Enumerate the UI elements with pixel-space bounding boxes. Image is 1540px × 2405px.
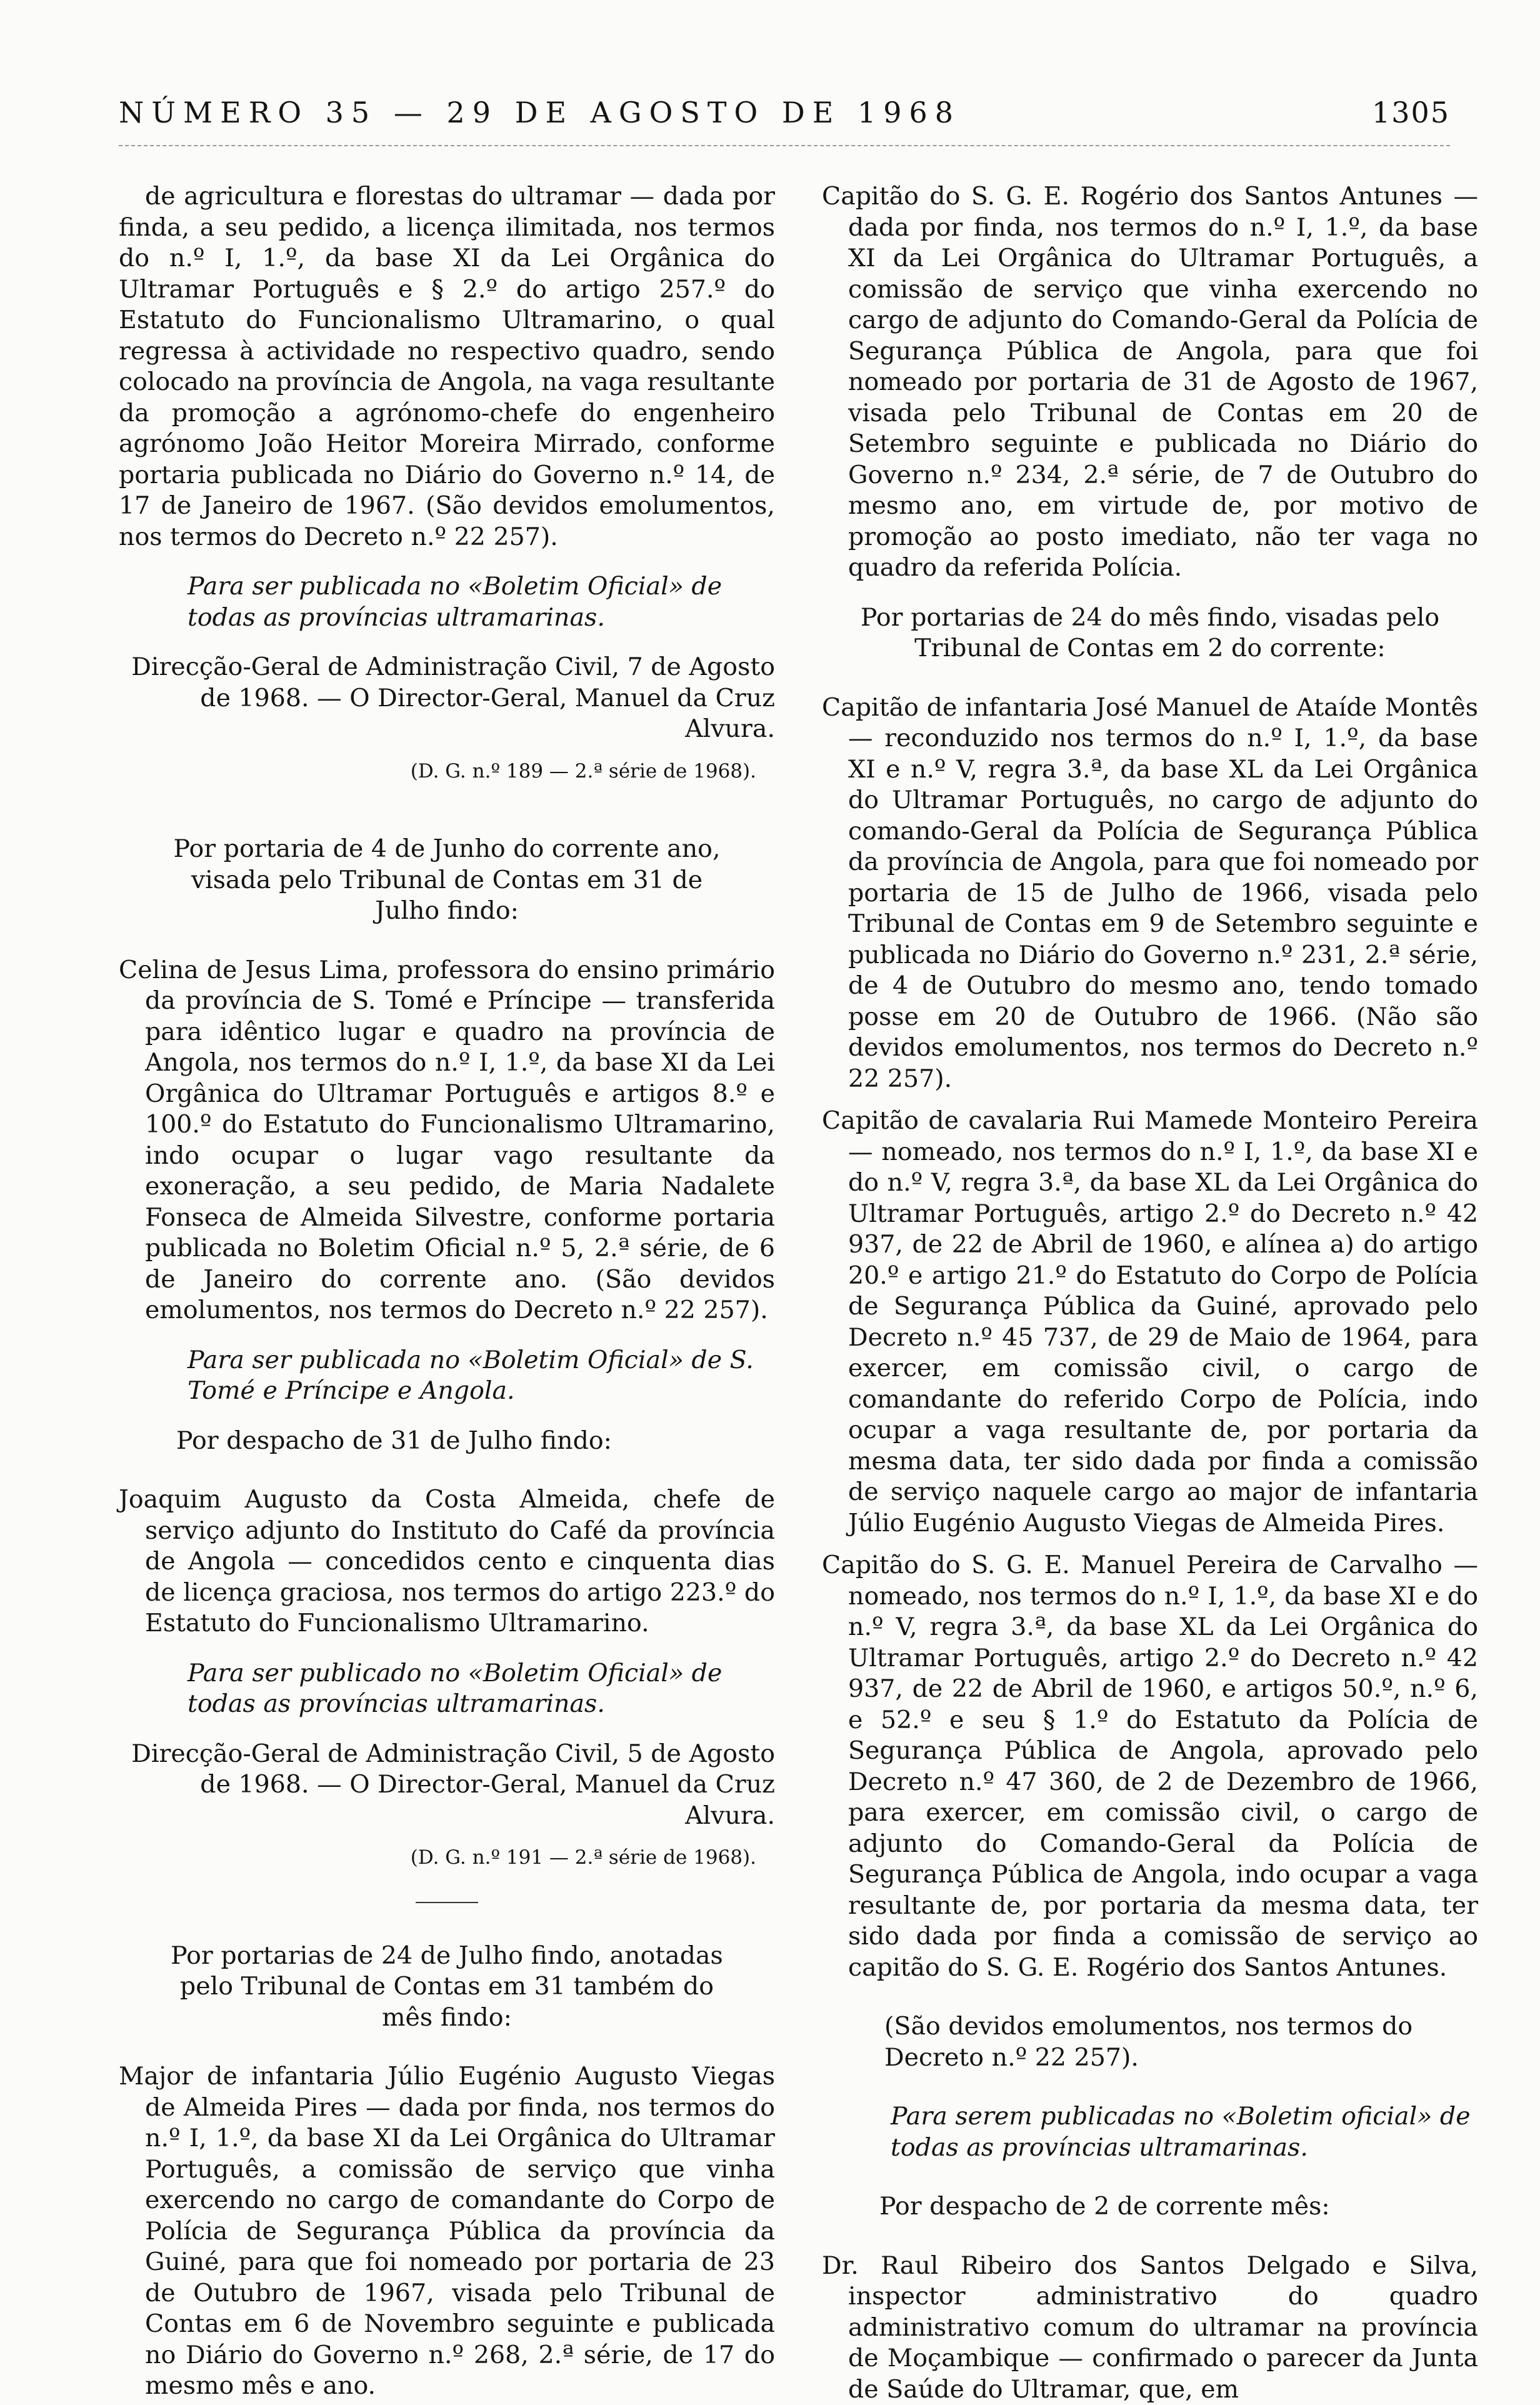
paragraph: Capitão de infantaria José Manuel de Ataíde Montês — reconduzido nos termos do n.º I, 1.º, da base XI e n.º V, regra 3.ª, da base XL da Lei Orgânica do Ultramar Português, no cargo de adjunto do comando-Geral da Polícia de Segurança Pública da província de Angola, para que foi nomeado por portaria de 15 de Julho de 1966, visada pelo Tribunal de Contas em 9 de Setembro seguinte e publicada no Diário do Governo n.º 231, 2.ª série, de 4 de Outubro do mesmo ano, tendo tomado posse em 20 de Outubro de 1966. (Não são devidos emolumentos, nos termos do Decreto n.º 22 257). — [822, 692, 1478, 1095]
paragraph: Capitão de cavalaria Rui Mamede Monteiro Pereira — nomeado, nos termos do n.º I, 1.º, da base XI e do n.º V, regra 3.ª, da base XL da Lei Orgânica do Ultramar Português, artigo 2.º do Decreto n.º 42 937, de 22 de Abril de 1960, e alínea a) do artigo 20.º e artigo 21.º do Estatuto do Corpo de Polícia de Segurança Pública da Guiné, aprovado pelo Decreto n.º 45 737, de 29 de Maio de 1964, para exercer, em comissão civil, o cargo de comandante do referido Corpo de Polícia, indo ocupar a vaga resultante de, por portaria da mesma data, ter sido dada por finda a comissão de serviço naquele cargo ao major de infantaria Júlio Eugénio Augusto Viegas de Almeida Pires. — [822, 1106, 1478, 1539]
paragraph: Dr. Raul Ribeiro dos Santos Delgado e Silva, inspector administrativo do quadro administrativo comum do ultramar na província de Moçambique — confirmado o parecer da Junta de Saúde do Ultramar, que, em — [822, 2251, 1478, 2405]
section-intro: Por despacho de 31 de Julho findo: — [119, 1426, 775, 1457]
paragraph: Joaquim Augusto da Costa Almeida, chefe de serviço adjunto do Instituto do Café da província de Angola — concedidos cento e cinquenta dias de licença graciosa, nos termos do artigo 223.º do Estatuto do Funcionalismo Ultramarino. — [119, 1484, 775, 1639]
signature-line: Direcção-Geral de Administração Civil, 7 de Agosto de 1968. — O Director-Geral, Manuel da Cruz Alvura. — [119, 652, 775, 745]
page-number: 1305 — [1372, 94, 1450, 131]
section-intro: Por portarias de 24 de Julho findo, anotadas pelo Tribunal de Contas em 31 também do mês findo: — [119, 1941, 775, 2034]
paragraph: Capitão do S. G. E. Rogério dos Santos Antunes — dada por finda, nos termos do n.º I, 1.º, da base XI da Lei Orgânica do Ultramar Português, a comissão de serviço que vinha exercendo no cargo de adjunto do Comando-Geral da Polícia de Segurança Pública de Angola, para que foi nomeado por portaria de 31 de Agosto de 1967, visada pelo Tribunal de Contas em 20 de Setembro seguinte e publicada no Diário do Governo n.º 234, 2.ª série, de 7 de Outubro do mesmo ano, em virtude de, por motivo de promoção ao posto imediato, não ter vaga no quadro da referida Polícia. — [822, 181, 1478, 584]
publication-note: Para serem publicadas no «Boletim oficial» de todas as províncias ultramarinas. — [822, 2101, 1478, 2163]
publication-note: Para ser publicado no «Boletim Oficial» de todas as províncias ultramarinas. — [119, 1658, 775, 1720]
publication-note: Para ser publicada no «Boletim Oficial» de S. Tomé e Príncipe e Angola. — [119, 1345, 775, 1407]
section-intro: Por portarias de 24 do mês findo, visadas pelo Tribunal de Contas em 2 do corrente: — [822, 602, 1478, 664]
section-intro: Por portaria de 4 de Junho do corrente ano, visada pelo Tribunal de Contas em 31 de Julho findo: — [119, 834, 775, 927]
signature-line: Direcção-Geral de Administração Civil, 5 de Agosto de 1968. — O Director-Geral, Manuel da Cruz Alvura. — [119, 1739, 775, 1832]
section-intro: Por despacho de 2 de corrente mês: — [822, 2191, 1478, 2222]
header-title: NÚMERO 35 — 29 DE AGOSTO DE 1968 — [119, 96, 961, 129]
page-header — [119, 94, 1450, 131]
header-rule — [119, 145, 1450, 146]
paragraph: Major de infantaria Júlio Eugénio Augusto Viegas de Almeida Pires — dada por finda, nos termos do n.º I, 1.º, da base XI da Lei Orgânica do Ultramar Português, a comissão de serviço que vinha exercendo no cargo de comandante do Corpo de Polícia de Segurança Pública da província da Guiné, para que foi nomeado por portaria de 23 de Outubro de 1967, visada pelo Tribunal de Contas em 6 de Novembro seguinte e publicada no Diário do Governo n.º 268, 2.ª série, de 17 do mesmo mês e ano. — [119, 2061, 775, 2402]
publication-note: Para ser publicada no «Boletim Oficial» de todas as províncias ultramarinas. — [119, 571, 775, 633]
paragraph: Celina de Jesus Lima, professora do ensino primário da província de S. Tomé e Príncipe — transferida para idêntico lugar e quadro na província de Angola, nos termos do n.º I, 1.º, da base XI da Lei Orgânica do Ultramar Português e artigos 8.º e 100.º do Estatuto do Funcionalismo Ultramarino, indo ocupar o lugar vago resultante da exoneração, a seu pedido, de Maria Nadalete Fonseca de Almeida Silvestre, conforme portaria publicada no Boletim Oficial n.º 5, 2.ª série, de 6 de Janeiro do corrente ano. (São devidos emolumentos, nos termos do Decreto n.º 22 257). — [119, 955, 775, 1326]
gazette-reference: (D. G. n.º 191 — 2.ª série de 1968). — [119, 1842, 775, 1874]
emoluments-note: (São devidos emolumentos, nos termos do Decreto n.º 22 257). — [822, 2011, 1478, 2073]
right-column — [822, 181, 1478, 2405]
paragraph: de agricultura e florestas do ultramar — dada por finda, a seu pedido, a licença ilimitada, nos termos do n.º I, 1.º, da base XI da Lei Orgânica do Ultramar Português e § 2.º do artigo 257.º do Estatuto do Funcionalismo Ultramarino, o qual regressa à actividade no respectivo quadro, sendo colocado na província de Angola, na vaga resultante da promoção a agrónomo-chefe do engenheiro agrónomo João Heitor Moreira Mirrado, conforme portaria publicada no Diário do Governo n.º 14, de 17 de Janeiro de 1967. (São devidos emolumentos, nos termos do Decreto n.º 22 257). — [119, 181, 775, 552]
left-column — [119, 181, 775, 2402]
paragraph: Capitão do S. G. E. Manuel Pereira de Carvalho — nomeado, nos termos do n.º I, 1.º, da base XI e do n.º V, regra 3.ª, da base XL da Lei Orgânica do Ultramar Português, artigo 2.º do Decreto n.º 42 937, de 22 de Abril de 1960, e artigos 50.º, n.º 6, e 52.º e seu § 1.º do Estatuto da Polícia de Segurança Pública de Angola, aprovado pelo Decreto n.º 47 360, de 2 de Dezembro de 1966, para exercer, em comissão civil, o cargo de adjunto do Comando-Geral da Polícia de Segurança Pública de Angola, indo ocupar a vaga resultante de, por portaria da mesma data, ter sido dada por finda a comissão de serviço ao capitão do S. G. E. Rogério dos Santos Antunes. — [822, 1550, 1478, 1983]
gazette-reference: (D. G. n.º 189 — 2.ª série de 1968). — [119, 756, 775, 788]
